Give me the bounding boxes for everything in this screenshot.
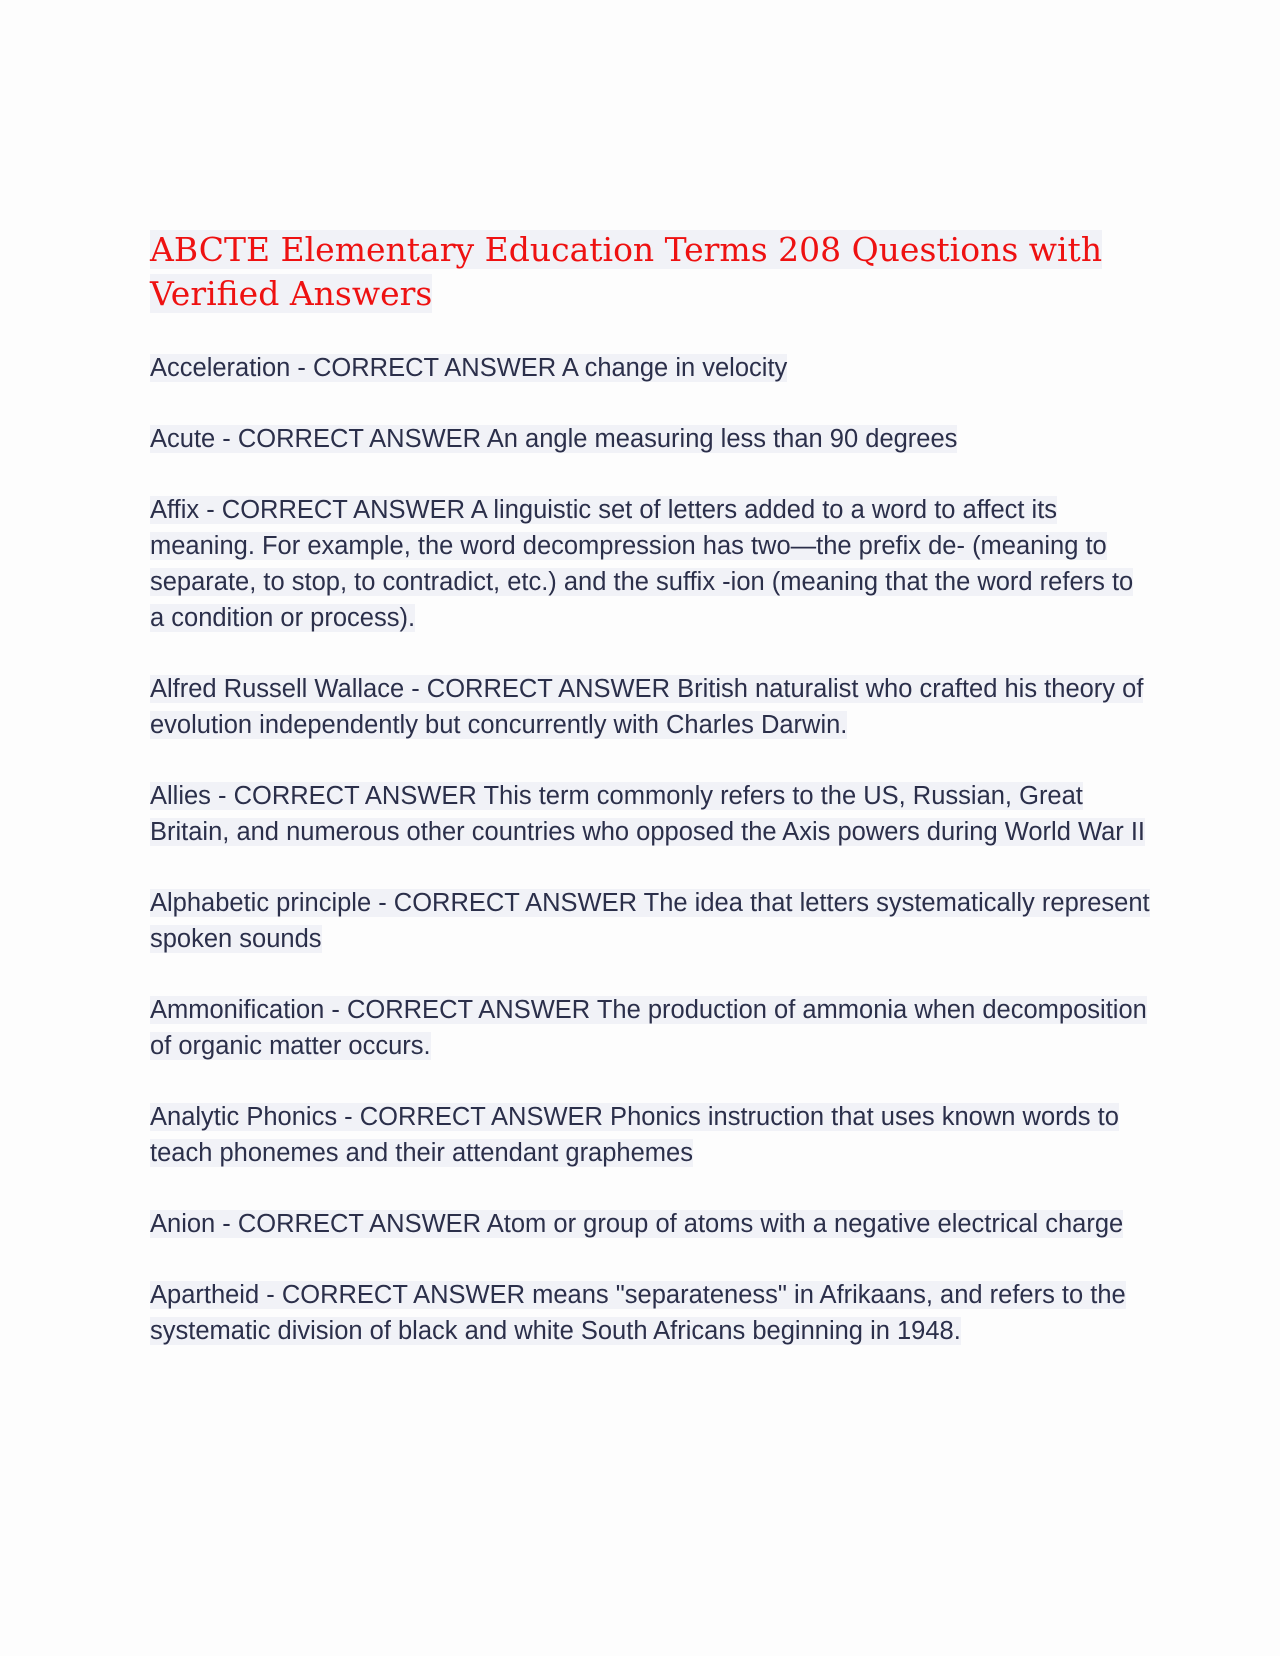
term-entry — [150, 350, 1150, 386]
term-entry-text: Affix - CORRECT ANSWER A linguistic set of letters added to a word to affect its meaning. For example, the word decompression has two—the prefix de- (meaning to separate, to stop, to contradict, etc.) and the suffix -ion (meaning that the word refers to a condition or process). — [150, 496, 1134, 632]
document-page — [150, 228, 1150, 1384]
term-entry-text: Ammonification - CORRECT ANSWER The production of ammonia when decomposition of organic matter occurs. — [150, 996, 1147, 1060]
term-entry — [150, 421, 1150, 457]
term-entry-text: Acceleration - CORRECT ANSWER A change in velocity — [150, 354, 788, 382]
term-entry — [150, 1099, 1150, 1171]
term-entry — [150, 492, 1150, 636]
term-entry-text: Apartheid - CORRECT ANSWER means "separateness" in Afrikaans, and refers to the systematic division of black and white South Africans beginning in 1948. — [150, 1281, 1126, 1345]
term-entry-text: Anion - CORRECT ANSWER Atom or group of atoms with a negative electrical charge — [150, 1210, 1124, 1238]
term-entry — [150, 885, 1150, 957]
term-entry — [150, 992, 1150, 1064]
term-entry-text: Alphabetic principle - CORRECT ANSWER The idea that letters systematically represent spoken sounds — [150, 889, 1150, 953]
term-entry — [150, 671, 1150, 743]
term-entry — [150, 1206, 1150, 1242]
term-entry-text: Acute - CORRECT ANSWER An angle measuring less than 90 degrees — [150, 425, 958, 453]
title-text: ABCTE Elementary Education Terms 208 Questions with Verified Answers — [150, 230, 1103, 313]
term-entry — [150, 1277, 1150, 1349]
term-entry-text: Alfred Russell Wallace - CORRECT ANSWER British naturalist who crafted his theory of evolution independently but concurrently with Charles Darwin. — [150, 675, 1144, 739]
document-title — [150, 228, 1150, 316]
term-entry-text: Analytic Phonics - CORRECT ANSWER Phonics instruction that uses known words to teach phonemes and their attendant graphemes — [150, 1103, 1119, 1167]
term-entry-text: Allies - CORRECT ANSWER This term commonly refers to the US, Russian, Great Britain, and numerous other countries who opposed the Axis powers during World War II — [150, 782, 1146, 846]
term-entry — [150, 778, 1150, 850]
